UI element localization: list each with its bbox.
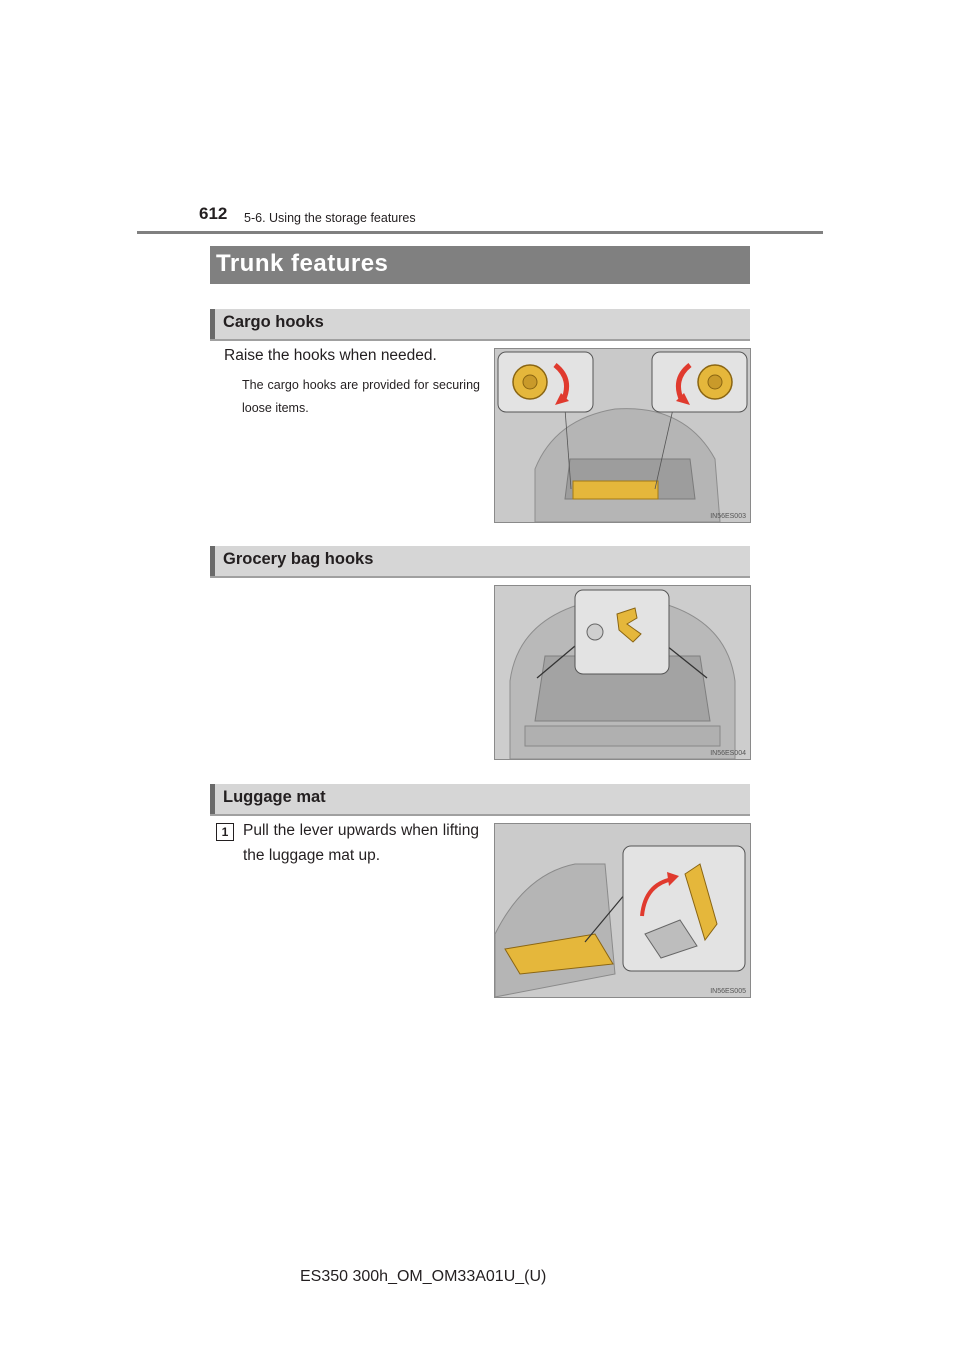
luggage-mat-figure-code: IN56ES005 [710,988,746,995]
page-number: 612 [199,204,228,223]
section-title: 5-6. Using the storage features [244,211,416,225]
cargo-hooks-figure-code: IN56ES003 [710,513,746,520]
step-number-badge: 1 [216,823,234,841]
luggage-mat-heading: Luggage mat [223,788,326,806]
header-rule [137,231,823,234]
grocery-bag-hooks-figure [494,585,751,760]
page-title-bar [210,246,750,284]
luggage-mat-illustration [495,824,750,997]
grocery-bag-hooks-heading-bar [210,546,750,578]
luggage-mat-figure [494,823,751,998]
cargo-hooks-text: Raise the hooks when needed. [224,347,437,364]
document-code: ES350 300h_OM_OM33A01U_(U) [300,1268,547,1285]
cargo-hooks-note: The cargo hooks are provided for securing loose items. [242,378,480,415]
cargo-hooks-figure [494,348,751,523]
grocery-bag-hooks-figure-code: IN56ES004 [710,750,746,757]
luggage-mat-heading-bar [210,784,750,816]
cargo-hooks-heading: Cargo hooks [223,313,324,331]
grocery-bag-hooks-illustration [495,586,750,759]
cargo-hooks-illustration [495,349,750,522]
luggage-mat-step-text: Pull the lever upwards when lifting the luggage mat up. [243,822,479,864]
grocery-bag-hooks-heading: Grocery bag hooks [223,550,374,568]
page-title: Trunk features [216,250,389,277]
cargo-hooks-heading-bar [210,309,750,341]
